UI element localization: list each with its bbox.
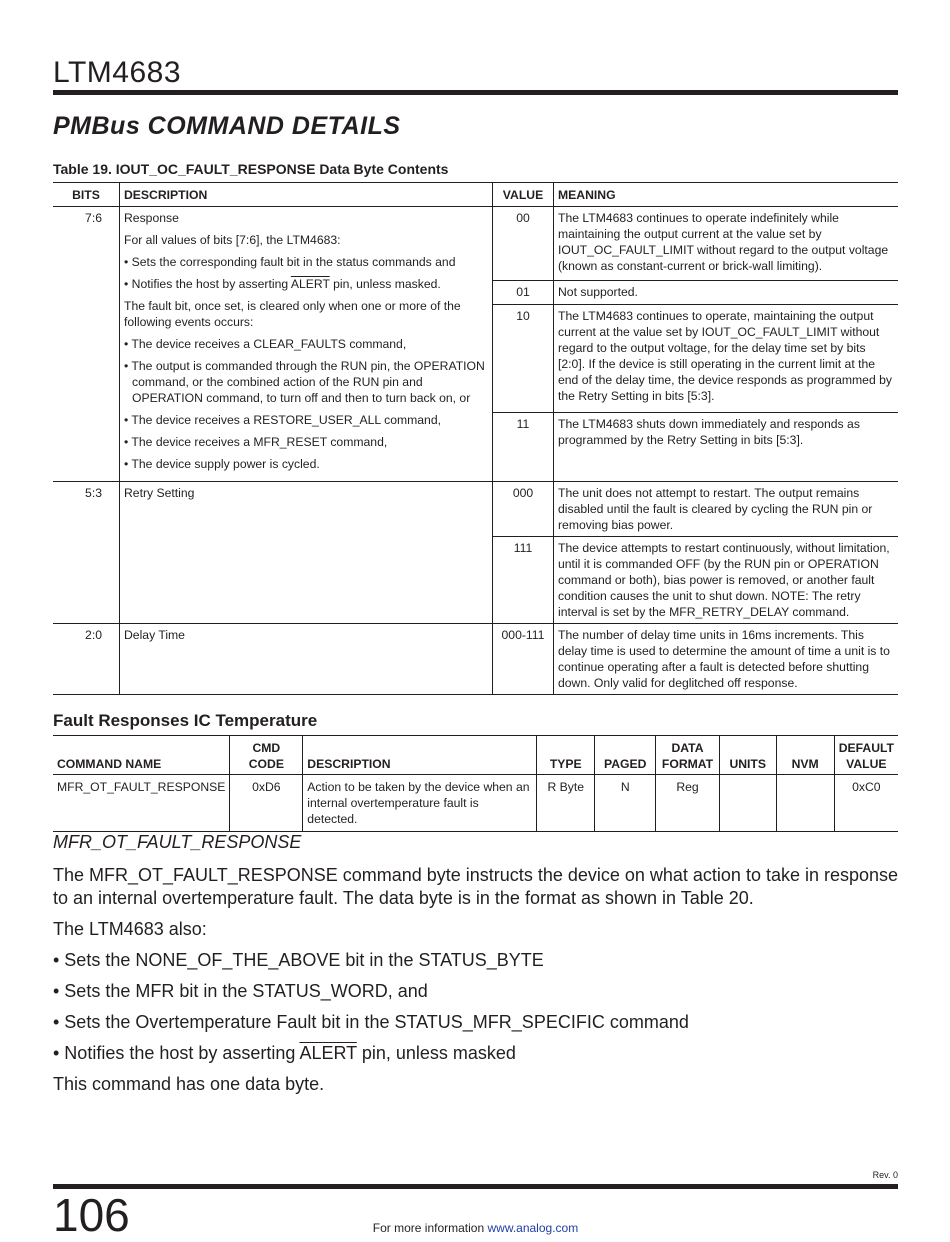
table-19 — [53, 182, 898, 695]
table-19-body — [53, 207, 898, 695]
description-bullet: • The output is commanded through the RUN pin, the OPERATION command, or the combined action of the RUN pin and OPERATION command, to turn off and then to turn back on, or — [124, 359, 485, 405]
cell-default-value: 0xC0 — [834, 775, 898, 832]
analog-website-link[interactable]: www.analog.com — [487, 1221, 579, 1235]
bullet-item — [53, 1042, 903, 1065]
bullet-item: • Sets the MFR bit in the STATUS_WORD, and — [53, 981, 428, 1001]
table-19-header-row — [53, 183, 898, 207]
description-bullet: • Sets the corresponding fault bit in the status commands and — [124, 255, 456, 269]
description-paragraph: Delay Time — [124, 628, 185, 642]
cell-meaning: The LTM4683 shuts down immediately and responds as programmed by the Retry Setting in bits [5:3]. — [554, 413, 899, 482]
cell-value: 000 — [493, 482, 554, 537]
description-bullet: • The device receives a CLEAR_FAULTS command, — [124, 337, 407, 351]
bullet-item: • Sets the Overtemperature Fault bit in the STATUS_MFR_SPECIFIC command — [53, 1012, 689, 1032]
description-paragraph: The fault bit, once set, is cleared only when one or more of the following events occurs: — [124, 299, 461, 329]
default-value-line2: VALUE — [846, 757, 887, 771]
command-heading: MFR_OT_FAULT_RESPONSE — [53, 832, 302, 852]
data-format-line2: FORMAT — [661, 757, 714, 771]
body-paragraph: This command has one data byte. — [53, 1074, 325, 1094]
col-header-description: DESCRIPTION — [120, 183, 493, 207]
description-bullet: • The device supply power is cycled. — [124, 457, 320, 471]
footer-text: For more information — [372, 1221, 488, 1235]
default-value-line1: DEFAULT — [838, 741, 894, 755]
alert-signal-name: ALERT — [299, 1043, 357, 1063]
table-19-title: Table 19. IOUT_OC_FAULT_RESPONSE Data Byte Contents — [53, 161, 449, 177]
description-paragraph: For all values of bits [7:6], the LTM4683: — [124, 233, 341, 247]
cell-value: 00 — [493, 207, 554, 281]
cell-value: 111 — [493, 537, 554, 624]
body-paragraph: The MFR_OT_FAULT_RESPONSE command byte instructs the device on what action to take in response to an internal overtemperature fault. The data byte is in the format as shown in Table 20. — [53, 865, 899, 908]
fault-responses-title: Fault Responses IC Temperature — [53, 711, 318, 730]
table-row — [53, 624, 898, 695]
cell-meaning: The LTM4683 continues to operate, maintaining the output current at the value set by IOUT_OC_FAULT_LIMIT without regard to the output voltage, for the delay time set by bits [2:0]. If the device is still operating in the current limit at the end of the delay time, the device responds as programmed by the Retry Setting in bits [5:3]. — [554, 305, 899, 413]
description-bullet — [124, 276, 488, 292]
description-paragraph: Response — [124, 211, 179, 225]
body-paragraph: The LTM4683 also: — [53, 919, 207, 939]
col-header-cmd-code: CMD CODE — [230, 736, 303, 775]
data-format-line1: DATA — [671, 741, 704, 755]
cell-meaning: The number of delay time units in 16ms increments. This delay time is used to determine the amount of time a unit is to continue operating after a fault is detected before shutting down. Only valid for deglitched off response. — [554, 624, 899, 695]
cell-type: R Byte — [537, 775, 595, 832]
cell-description — [120, 207, 493, 482]
col-header-meaning: MEANING — [554, 183, 899, 207]
cell-value: 11 — [493, 413, 554, 482]
cell-bits: 2:0 — [53, 624, 120, 695]
cell-nvm — [776, 775, 834, 832]
col-header-command-name: COMMAND NAME — [53, 736, 230, 775]
cell-description — [120, 624, 493, 695]
cell-units — [719, 775, 776, 832]
header-rule — [53, 90, 898, 95]
bullet-text: pin, unless masked. — [329, 277, 441, 291]
description-bullet: • The device receives a MFR_RESET command, — [124, 435, 388, 449]
fault-table-header-row — [53, 736, 898, 775]
part-number-header: LTM4683 — [53, 56, 182, 89]
bullet-text: pin, unless masked — [356, 1043, 516, 1063]
page-number: 106 — [53, 1189, 130, 1241]
bullet-text: • Notifies the host by asserting — [53, 1043, 300, 1063]
col-header-description: DESCRIPTION — [303, 736, 537, 775]
description-bullet: • The device receives a RESTORE_USER_ALL command, — [124, 413, 441, 427]
col-header-nvm: NVM — [776, 736, 834, 775]
footer-info — [53, 1221, 898, 1235]
cell-value: 10 — [493, 305, 554, 413]
col-header-type: TYPE — [537, 736, 595, 775]
description-paragraph: Retry Setting — [124, 486, 195, 500]
table-row — [53, 482, 898, 537]
cell-paged: N — [595, 775, 656, 832]
command-body — [53, 864, 903, 1104]
cell-value: 000-111 — [493, 624, 554, 695]
cell-description — [120, 482, 493, 624]
cell-bits: 7:6 — [53, 207, 120, 482]
col-header-units: UNITS — [719, 736, 776, 775]
footer-rule — [53, 1184, 898, 1189]
cell-cmd-code: 0xD6 — [230, 775, 303, 832]
col-header-data-format — [656, 736, 720, 775]
bullet-text: • Notifies the host by asserting — [124, 277, 291, 291]
cell-description: Action to be taken by the device when an internal overtemperature fault is detected. — [303, 775, 537, 832]
cell-value: 01 — [493, 281, 554, 305]
cell-meaning: The device attempts to restart continuously, without limitation, until it is commanded OFF (by the RUN pin or OPERATION command or both), bias power is removed, or another fault condition causes the unit to shut down. NOTE: The retry interval is set by the MFR_RETRY_DELAY command. — [554, 537, 899, 624]
cell-meaning: The unit does not attempt to restart. The output remains disabled until the fault is cleared by cycling the RUN pin or removing bias power. — [554, 482, 899, 537]
fault-responses-table — [53, 735, 898, 832]
revision-label: Rev. 0 — [872, 1170, 898, 1180]
alert-signal-name: ALERT — [290, 277, 330, 291]
bullet-item: • Sets the NONE_OF_THE_ABOVE bit in the STATUS_BYTE — [53, 950, 544, 970]
table-row — [53, 775, 898, 832]
cell-bits: 5:3 — [53, 482, 120, 624]
section-title: PMBus COMMAND DETAILS — [53, 112, 401, 140]
cell-data-format: Reg — [656, 775, 720, 832]
col-header-value: VALUE — [493, 183, 554, 207]
table-row — [53, 207, 898, 281]
cell-command-name: MFR_OT_FAULT_RESPONSE — [53, 775, 230, 832]
cell-meaning: Not supported. — [554, 281, 899, 305]
col-header-paged: PAGED — [595, 736, 656, 775]
col-header-default-value — [834, 736, 898, 775]
cell-meaning: The LTM4683 continues to operate indefinitely while maintaining the output current at the value set by IOUT_OC_FAULT_LIMIT without regard to the output voltage (known as constant-current or brick-wall limiting). — [554, 207, 899, 281]
col-header-bits: BITS — [53, 183, 120, 207]
